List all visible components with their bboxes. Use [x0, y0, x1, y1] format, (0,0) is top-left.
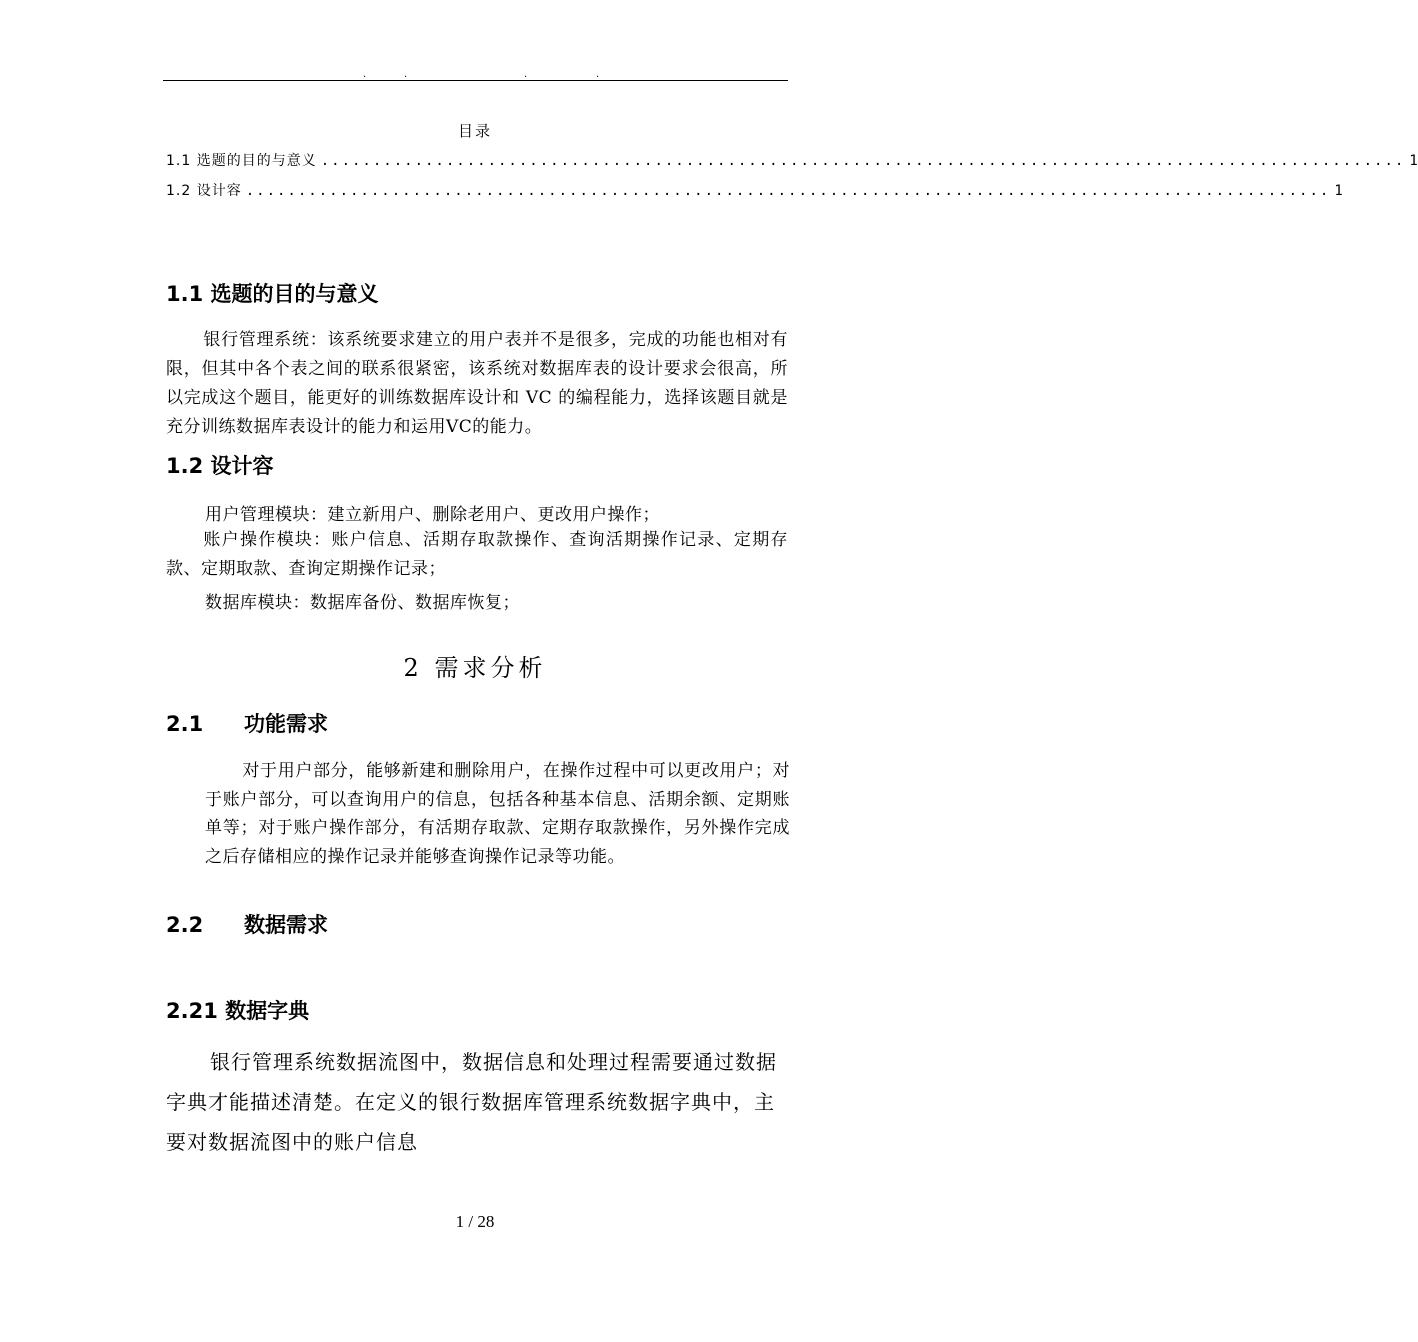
toc-entry[interactable]: [166, 150, 1418, 170]
header-dot: .: [596, 69, 600, 80]
section-heading-2-2: [166, 909, 328, 939]
toc-entry-page: 1: [1409, 153, 1418, 169]
toc-leader: ........................................................................................................: [320, 153, 1406, 169]
section-line-db-module: 数据库模块：数据库备份、数据库恢复；: [205, 593, 520, 613]
section-heading-2-1: [166, 708, 328, 738]
toc-entry[interactable]: [166, 180, 1343, 200]
page-number: 1 / 28: [455, 1212, 495, 1231]
section-number: 2.2: [166, 913, 204, 937]
section-line-user-module: 用户管理模块：建立新用户、删除老用户、更改用户操作；: [205, 505, 660, 525]
section-line-account-module: 账户操作模块：账户信息、活期存取款操作、查询活期操作记录、定期存款、定期取款、查询定期操作记录；: [166, 530, 788, 579]
chapter-heading-2: 2 需求分析: [403, 654, 547, 682]
section-heading-1-1: 1.1 选题的目的与意义: [166, 282, 379, 306]
header-dot: .: [404, 69, 408, 80]
section-title: 功能需求: [244, 712, 328, 736]
header-rule: [163, 80, 788, 81]
section-number: 2.1: [166, 712, 204, 736]
header-dot: .: [524, 69, 528, 80]
section-title: 数据需求: [244, 913, 328, 937]
toc-entry-label: 1.2 设计容: [166, 183, 242, 199]
toc-entry-label: 1.1 选题的目的与意义: [166, 153, 317, 169]
section-body-2-21: 银行管理系统数据流图中，数据信息和处理过程需要通过数据字典才能描述清楚。在定义的银行数据库管理系统数据字典中，主要对数据流图中的账户信息: [166, 1050, 777, 1154]
section-heading-2-21: 2.21 数据字典: [166, 999, 310, 1023]
section-body-1-1: 银行管理系统：该系统要求建立的用户表并不是很多，完成的功能也相对有限，但其中各个表之间的联系很紧密，该系统对数据库表的设计要求会很高，所以完成这个题目，能更好的训练数据库设计和 VC 的编程能力，选择该题目就是充分训练数据库表设计的能力和运用VC的能力。: [166, 330, 788, 437]
section-heading-1-2: 1.2 设计容: [166, 454, 274, 478]
toc-entry-page: 1: [1334, 183, 1343, 199]
toc-title: 目录: [457, 122, 492, 140]
header-dot: .: [363, 69, 367, 80]
toc-leader: ........................................................................................................: [245, 183, 1331, 199]
section-body-2-1: 对于用户部分，能够新建和删除用户，在操作过程中可以更改用户；对于账户部分，可以查询用户的信息，包括各种基本信息、活期余额、定期账单等；对于账户操作部分，有活期存取款、定期存取款操作，另外操作完成之后存储相应的操作记录并能够查询操作记录等功能。: [205, 761, 790, 867]
